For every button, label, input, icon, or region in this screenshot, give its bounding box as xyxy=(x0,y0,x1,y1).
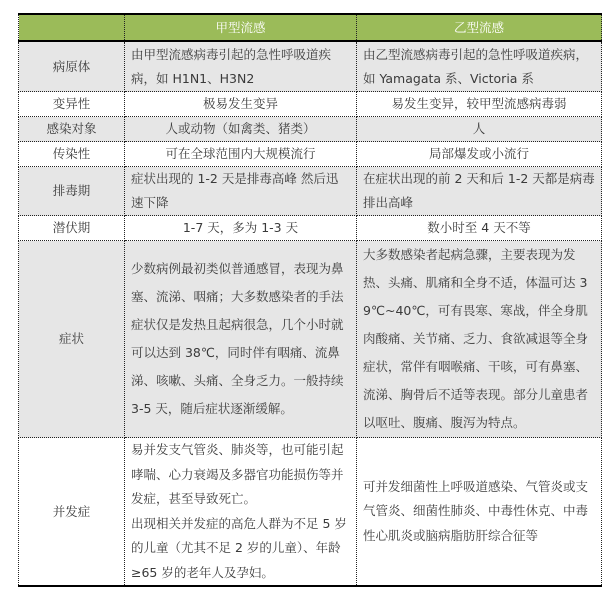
row-incubation xyxy=(19,216,602,241)
row-contagiousness xyxy=(19,142,602,167)
type-b-cell: 易发生变异，较甲型流感病毒弱 xyxy=(357,92,602,117)
row-label: 病原体 xyxy=(19,41,125,92)
row-label: 传染性 xyxy=(19,142,125,167)
type-a-cell xyxy=(125,438,357,587)
row-pathogen xyxy=(19,41,602,92)
type-b-cell: 在症状出现的前 2 天和后 1-2 天都是病毒排出高峰 xyxy=(357,167,602,216)
type-a-cell: 由甲型流感病毒引起的急性呼吸道疾病，如 H1N1、H3N2 xyxy=(125,41,357,92)
row-symptoms xyxy=(19,241,602,438)
type-a-cell: 极易发生变异 xyxy=(125,92,357,117)
type-a-cell: 1-7 天，多为 1-3 天 xyxy=(125,216,357,241)
type-b-cell: 局部爆发或小流行 xyxy=(357,142,602,167)
row-label: 潜伏期 xyxy=(19,216,125,241)
header-corner xyxy=(19,14,125,41)
type-b-cell: 大多数感染者起病急骤，主要表现为发热、头痛、肌痛和全身不适，体温可达 39℃~40℃，可有畏寒、寒战，伴全身肌肉酸痛、关节痛、乏力、食欲减退等全身症状，常伴有咽喉痛、干咳，可有鼻塞、流涕、胸骨后不适等表现。部分儿童患者以呕吐、腹痛、腹泻为特点。 xyxy=(357,241,602,438)
header-type-a: 甲型流感 xyxy=(125,14,357,41)
type-a-cell: 少数病例最初类似普通感冒，表现为鼻塞、流涕、咽痛；大多数感染者的手法症状仅是发热且起病很急，几个小时就可以达到 38℃，同时伴有咽痛、流鼻涕、咳嗽、头痛、全身乏力。一般持续 3-5 天，随后症状逐渐缓解。 xyxy=(125,241,357,438)
row-label: 感染对象 xyxy=(19,117,125,142)
header-type-b: 乙型流感 xyxy=(357,14,602,41)
row-infection-target xyxy=(19,117,602,142)
type-b-cell: 由乙型流感病毒引起的急性呼吸道疾病，如 Yamagata 系、Victoria 系 xyxy=(357,41,602,92)
complication-paragraph: 易并发支气管炎、肺炎等，也可能引起哮喘、心力衰竭及多器官功能损伤等并发症，甚至导致死亡。 xyxy=(131,442,344,506)
high-risk-paragraph: 出现相关并发症的高危人群为不足 5 岁的儿童（尤其不足 2 岁的儿童）、年龄≥65 岁的老年人及孕妇。 xyxy=(131,515,347,580)
type-b-cell: 可并发细菌性上呼吸道感染、气管炎或支气管炎、细菌性肺炎、中毒性休克、中毒性心肌炎或脑病脂肪肝综合征等 xyxy=(357,438,602,587)
row-label: 并发症 xyxy=(19,438,125,587)
row-shedding-period xyxy=(19,167,602,216)
type-b-cell: 人 xyxy=(357,117,602,142)
row-label: 症状 xyxy=(19,241,125,438)
type-a-cell: 症状出现的 1-2 天是排毒高峰 然后迅速下降 xyxy=(125,167,357,216)
row-label: 变异性 xyxy=(19,92,125,117)
type-b-cell: 数小时至 4 天不等 xyxy=(357,216,602,241)
row-variation xyxy=(19,92,602,117)
row-complications xyxy=(19,438,602,587)
row-label: 排毒期 xyxy=(19,167,125,216)
flu-comparison-table xyxy=(18,13,602,587)
type-a-cell: 人或动物（如禽类、猪类） xyxy=(125,117,357,142)
header-row xyxy=(19,14,602,41)
type-a-cell: 可在全球范围内大规模流行 xyxy=(125,142,357,167)
